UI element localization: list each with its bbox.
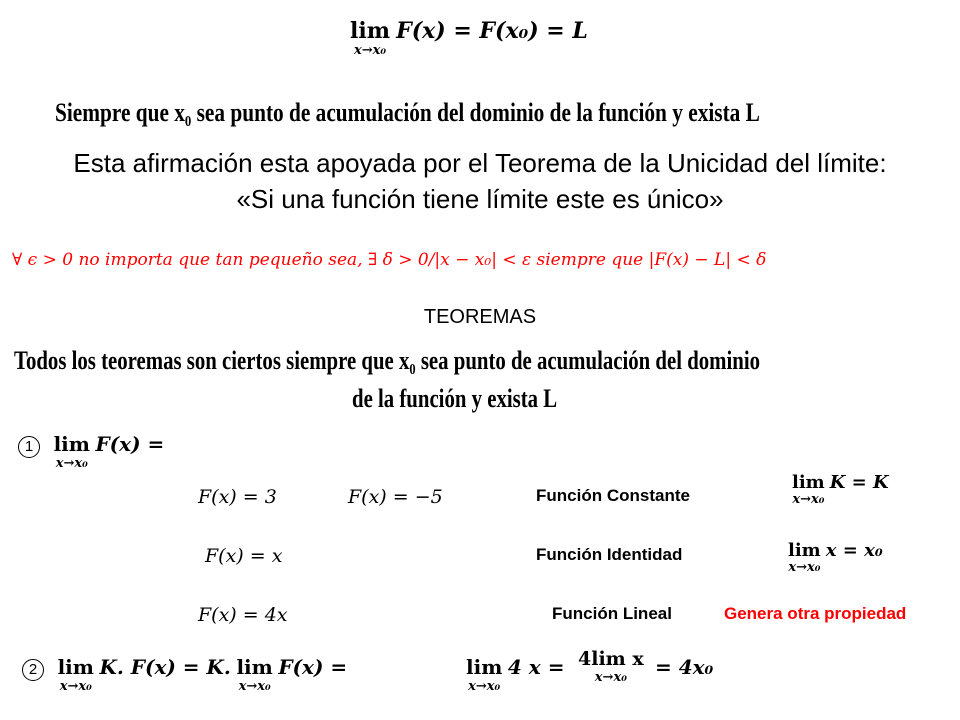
limit-operator: lim x→x₀: [53, 432, 90, 471]
constant-limit-result: lim x→x₀ K = K: [792, 472, 889, 507]
condition-line-2b: de la función y exista L: [352, 384, 558, 413]
identity-function-label: Función Identidad: [536, 545, 683, 564]
condition-line-1: Siempre que x₀ sea punto de acumulación del dominio de la función y exista L: [55, 98, 760, 127]
theorem-1-header: [18, 432, 164, 470]
theorem-2-expression: 2 lim x→x₀ K. F(x) = K. lim x→x₀ F(x) =: [22, 655, 347, 693]
header-formula: [350, 18, 588, 57]
constant-example-2: F(x) = −5: [348, 486, 443, 508]
unicity-statement-line-2: «Si una función tiene límite este es único»: [236, 184, 724, 214]
section-title: TEOREMAS: [423, 306, 537, 328]
constant-example-1: F(x) = 3: [198, 486, 277, 508]
theorem-1-expression: F(x) =: [95, 432, 165, 456]
epsilon-delta-definition: ∀ ϵ > 0 no importa que tan pequeño sea, ∃ δ > 0/|x − x₀| < ε siempre que |F(x) − L| < δ: [12, 250, 767, 270]
theorem-2-example-fraction: 4lim x x→x₀: [578, 648, 644, 685]
unicity-statement-line-1: Esta afirmación esta apoyada por el Teorema de la Unicidad del límite:: [73, 148, 887, 178]
theorem-number-1: 1: [18, 436, 40, 458]
theorem-2-example-result: = 4x₀: [655, 655, 714, 679]
theorem-number-2: 2: [22, 659, 44, 681]
theorem-2-example: lim x→x₀ 4 x =: [466, 655, 565, 694]
linear-function-label: Función Lineal: [552, 604, 672, 623]
constant-function-label: Función Constante: [536, 486, 690, 505]
condition-line-2a: Todos los teoremas son ciertos siempre que x₀ sea punto de acumulación del dominio: [14, 346, 761, 375]
identity-example: F(x) = x: [205, 545, 283, 567]
linear-note: Genera otra propiedad: [724, 604, 907, 623]
limit-operator: lim x→x₀: [57, 655, 94, 694]
header-equation: F(x) = F(x₀) = L: [396, 18, 588, 44]
identity-limit-result: lim x→x₀ x = x₀: [788, 540, 883, 575]
limit-operator: lim x→x₀: [350, 18, 390, 58]
linear-example: F(x) = 4x: [198, 604, 288, 626]
